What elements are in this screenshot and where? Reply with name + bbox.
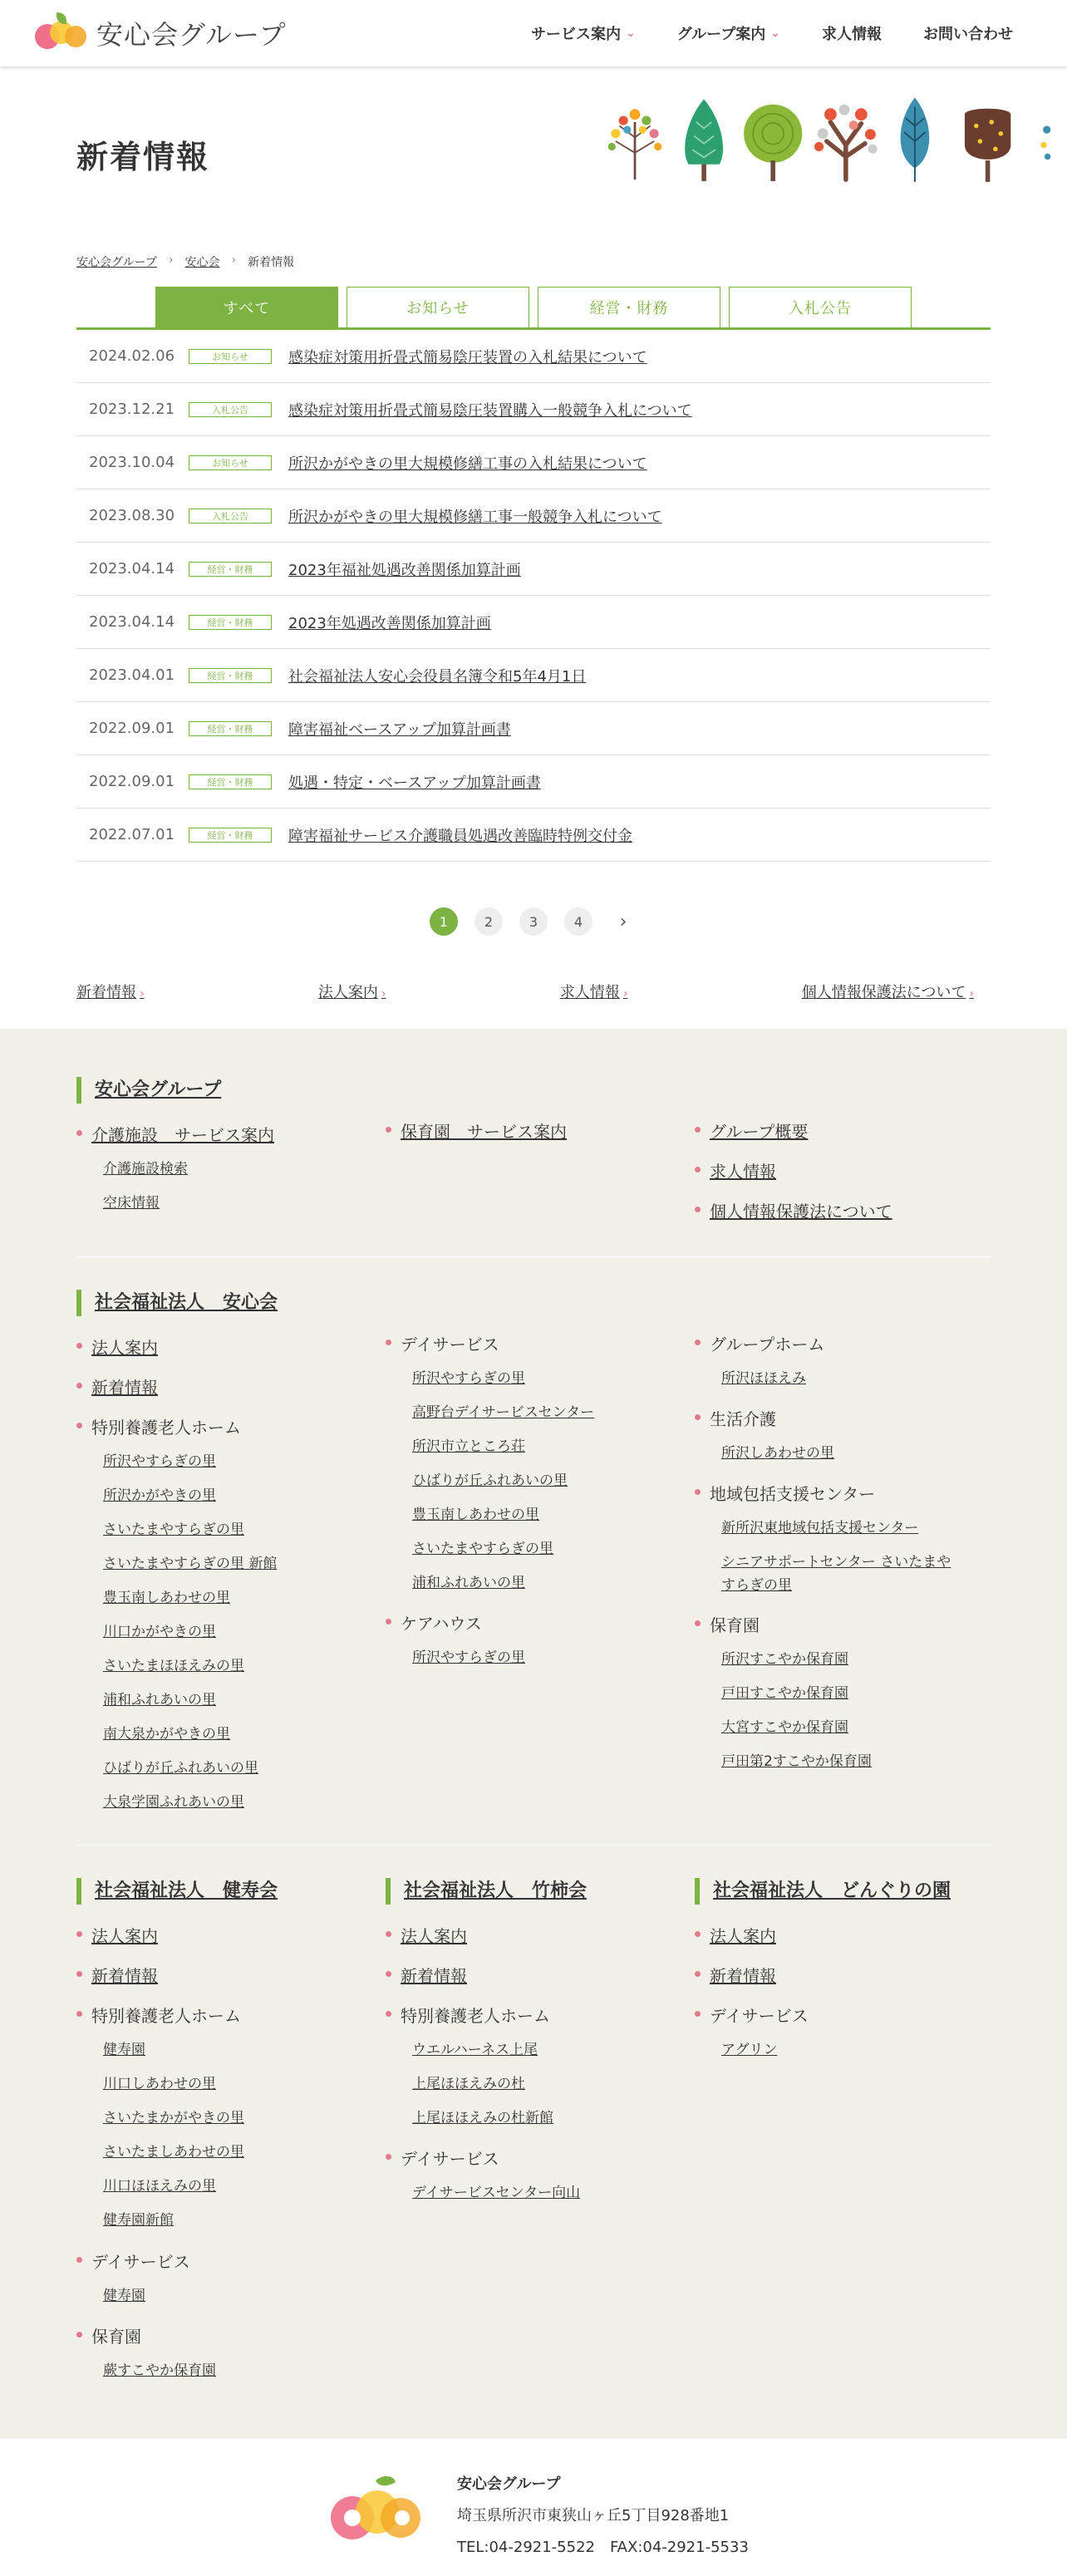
tab-finance[interactable]: 経営・財務 (538, 287, 720, 327)
list-item (76, 436, 991, 489)
next-page-icon[interactable]: › (619, 911, 627, 932)
sitemap-link[interactable]: 法人案内 (76, 1335, 158, 1359)
sitemap-link[interactable]: 新着情報 (386, 1963, 467, 1987)
sitemap-sublink[interactable]: 浦和ふれあいの里 (103, 1692, 216, 1708)
sitemap-sublink[interactable]: 高野台デイサービスセンター (412, 1404, 595, 1421)
page-title: 新着情報 (76, 139, 210, 175)
news-date: 2023.04.14 (89, 560, 175, 578)
news-date: 2023.08.30 (89, 507, 175, 524)
news-title-link[interactable]: 処遇・特定・ベースアップ加算計画書 (288, 774, 541, 792)
news-title-link[interactable]: 感染症対策用折畳式簡易陰圧装置の入札結果について (288, 348, 647, 366)
category-badge: 経営・財務 (189, 774, 272, 789)
sitemap-sublink[interactable]: さいたまやすらぎの里 (412, 1541, 553, 1557)
news-date: 2023.12.21 (89, 401, 175, 418)
sitemap-sublink[interactable]: 大宮すこやか保育園 (721, 1719, 848, 1736)
sitemap-category: デイサービス (386, 1331, 499, 1355)
list-item (76, 649, 991, 702)
sitemap-sublink[interactable]: 所沢市立ところ荘 (412, 1438, 525, 1455)
sitemap-heading-anshinkai[interactable]: 社会福祉法人 安心会 (76, 1290, 278, 1316)
sitemap-sublink[interactable]: 戸田第2すこやか保育園 (721, 1753, 872, 1770)
sitemap-category: デイサービス (695, 2003, 809, 2027)
news-title-link[interactable]: 所沢かがやきの里大規模修繕工事の入札結果について (288, 455, 647, 473)
footer-link-privacy[interactable] (802, 981, 974, 1002)
page-1-button[interactable]: 1 (430, 907, 458, 936)
nav-label: グループ案内 (676, 26, 766, 43)
sitemap-sublink[interactable]: さいたまかがやきの里 (103, 2110, 244, 2126)
sitemap-sublink[interactable]: 川口ほほえみの里 (103, 2178, 216, 2195)
sitemap-sublink[interactable]: さいたまやすらぎの里 新館 (103, 1556, 278, 1572)
sitemap-sublink[interactable]: さいたまほほえみの里 (103, 1658, 244, 1674)
sitemap-category: 特別養護老人ホーム (76, 1414, 241, 1438)
sitemap-sublink[interactable]: 豊玉南しあわせの里 (412, 1507, 539, 1523)
chevron-down-icon: ⌄ (625, 27, 636, 40)
footer-info (457, 2472, 749, 2557)
nav-label: お問い合わせ (923, 26, 1013, 43)
news-title-link[interactable]: 社会福祉法人安心会役員名簿令和5年4月1日 (288, 667, 587, 686)
news-title-link[interactable]: 2023年処遇改善関係加算計画 (288, 614, 491, 632)
sitemap-category: 保育園 (76, 2323, 141, 2347)
site-footer (0, 2439, 1067, 2576)
sitemap-heading-group[interactable]: 安心会グループ (76, 1077, 221, 1104)
sitemap-category: グループホーム (695, 1331, 824, 1355)
nav-group[interactable] (656, 22, 801, 44)
category-badge: 経営・財務 (189, 721, 272, 736)
sitemap-sublink[interactable]: シニアサポートセンター さいたまや (721, 1554, 951, 1571)
breadcrumb-current: 新着情報 (248, 256, 295, 269)
chevron-right-icon: › (140, 987, 145, 1000)
news-title-link[interactable]: 障害福祉サービス介護職員処遇改善臨時特例交付金 (288, 827, 632, 845)
tree-4-icon (814, 105, 878, 179)
chevron-right-icon: › (622, 987, 628, 1000)
sitemap-category: 保育園 (695, 1612, 760, 1636)
tree-2-icon (685, 99, 723, 181)
news-date: 2022.09.01 (89, 773, 175, 790)
list-item (76, 330, 991, 383)
sitemap-sublink[interactable]: 所沢かがやきの里 (103, 1487, 216, 1504)
news-title-link[interactable]: 2023年福祉処遇改善関係加算計画 (288, 561, 521, 579)
sitemap-sublink[interactable]: 南大泉かがやきの里 (103, 1726, 230, 1743)
sitemap-category: 地域包括支援センター (695, 1481, 875, 1505)
tab-all[interactable]: すべて (155, 287, 338, 327)
tree-7-icon (1040, 126, 1050, 160)
footer-address: 埼玉県所沢市東狭山ヶ丘5丁目928番地1 (457, 2507, 730, 2524)
sitemap-link[interactable]: 法人案内 (76, 1923, 158, 1947)
sitemap-sublink[interactable]: 空床情報 (103, 1195, 160, 1212)
category-tabs (76, 287, 991, 330)
footer-contact: TEL:04-2921-5522 FAX:04-2921-5533 (457, 2539, 749, 2556)
sitemap-link[interactable]: 新着情報 (76, 1963, 158, 1987)
news-date: 2024.02.06 (89, 347, 175, 365)
sitemap-sublink[interactable]: 浦和ふれあいの里 (412, 1575, 525, 1591)
footer-link-news[interactable] (76, 981, 145, 1002)
category-badge: お知らせ (189, 455, 272, 470)
footer-links (76, 981, 991, 1002)
sitemap-sublink[interactable]: 川口しあわせの里 (103, 2076, 216, 2092)
news-date: 2023.10.04 (89, 454, 175, 471)
page-4-button[interactable]: 4 (564, 907, 593, 936)
nav-services[interactable] (510, 22, 656, 44)
pagination (0, 907, 1067, 936)
site-logo[interactable] (33, 12, 286, 54)
news-date: 2022.09.01 (89, 720, 175, 737)
sitemap-sublink[interactable]: 健寿園 (103, 2288, 145, 2304)
page-3-button[interactable]: 3 (519, 907, 548, 936)
sitemap-sublink[interactable]: 健寿園新館 (103, 2212, 174, 2229)
site-header (0, 0, 1067, 66)
breadcrumb (76, 253, 294, 270)
footer-company-name: 安心会グループ (457, 2475, 561, 2493)
sitemap-category: 特別養護老人ホーム (76, 2003, 241, 2027)
sitemap-sublink[interactable]: 蕨すこやか保育園 (103, 2362, 216, 2379)
sitemap-sublink[interactable]: 介護施設検索 (103, 1161, 188, 1177)
list-item (76, 489, 991, 543)
sitemap-link[interactable]: 介護施設 サービス案内 (76, 1122, 274, 1146)
sitemap-sublink[interactable]: さいたまやすらぎの里 (103, 1522, 244, 1538)
sitemap-link[interactable]: 法人案内 (386, 1923, 467, 1947)
sitemap-sublink[interactable]: ひばりが丘ふれあいの里 (412, 1472, 568, 1489)
category-badge: 経営・財務 (189, 668, 272, 683)
news-date: 2023.04.01 (89, 666, 175, 684)
sitemap-category: 生活介護 (695, 1406, 776, 1430)
sitemap-link[interactable]: グループ概要 (695, 1118, 808, 1143)
sitemap-sublink[interactable]: 上尾ほほえみの杜 (412, 2076, 525, 2092)
sitemap-sublink[interactable]: 大泉学園ふれあいの里 (103, 1794, 244, 1811)
tree-6-icon (965, 109, 1010, 182)
sitemap-category: 特別養護老人ホーム (386, 2003, 550, 2027)
sitemap-sublink[interactable]: 上尾ほほえみの杜新館 (412, 2110, 553, 2126)
sitemap-link[interactable]: 保育園 サービス案内 (386, 1118, 567, 1143)
list-item (76, 755, 991, 809)
sitemap-sublink[interactable]: さいたましあわせの里 (103, 2144, 244, 2161)
tree-3-icon (744, 105, 802, 181)
sitemap-category: デイサービス (386, 2146, 499, 2170)
sitemap-link[interactable]: 法人案内 (695, 1923, 776, 1947)
category-badge: 入札公告 (189, 402, 272, 417)
sitemap-sublink[interactable]: 健寿園 (103, 2042, 145, 2058)
link-label: 求人情報 (559, 984, 620, 1001)
sitemap-heading-kenjukai[interactable]: 社会福祉法人 健寿会 (76, 1878, 278, 1905)
news-title-link[interactable]: 所沢かがやきの里大規模修繕工事一般競争入札について (288, 508, 662, 526)
chevron-down-icon: ⌄ (770, 27, 780, 40)
sitemap-sublink[interactable]: ウエルハーネス上尾 (412, 2042, 538, 2058)
breadcrumb-separator-icon: › (168, 253, 174, 267)
list-item (76, 596, 991, 649)
sitemap-category: デイサービス (76, 2249, 190, 2273)
tree-1-icon (608, 109, 662, 179)
tab-bidding[interactable]: 入札公告 (729, 287, 912, 327)
tree-5-icon (901, 97, 930, 182)
sitemap-sublink[interactable]: 戸田すこやか保育園 (721, 1685, 848, 1702)
category-badge: お知らせ (189, 349, 272, 364)
trees-illustration (582, 91, 1067, 191)
sitemap-sublink[interactable]: 所沢しあわせの里 (721, 1445, 834, 1462)
list-item (76, 702, 991, 755)
sitemap-sublink[interactable]: 川口かがやきの里 (103, 1624, 216, 1640)
chevron-right-icon: › (381, 987, 386, 1000)
footer-logo-icon (326, 2472, 425, 2547)
sitemap-divider (76, 1256, 991, 1257)
nav-label: サービス案内 (530, 26, 621, 43)
news-date: 2023.04.14 (89, 613, 175, 631)
list-item (76, 383, 991, 436)
category-badge: 入札公告 (189, 509, 272, 524)
footer-link-recruit[interactable] (560, 981, 628, 1002)
sitemap-heading-donguri[interactable]: 社会福祉法人 どんぐりの園 (695, 1878, 951, 1905)
sitemap-sublink[interactable]: 所沢やすらぎの里 (412, 1649, 525, 1666)
sitemap-link[interactable]: 求人情報 (695, 1158, 776, 1182)
logo-text: 安心会グループ (96, 19, 287, 51)
list-item (76, 543, 991, 596)
sitemap (0, 1029, 1067, 2439)
sitemap-sublink[interactable]: 所沢やすらぎの里 (412, 1370, 525, 1387)
nav-contact[interactable] (902, 22, 1034, 44)
link-label: 個人情報保護法について (801, 984, 966, 1001)
sitemap-category: ケアハウス (386, 1610, 482, 1635)
category-badge: 経営・財務 (189, 562, 272, 577)
link-label: 新着情報 (76, 984, 136, 1001)
news-list (76, 330, 991, 862)
logo-mark-icon (33, 12, 88, 54)
sitemap-sublink[interactable]: アグリン (721, 2042, 778, 2058)
breadcrumb-group[interactable]: 安心会グループ (76, 256, 157, 269)
category-badge: 経営・財務 (189, 828, 272, 843)
breadcrumb-anshinkai[interactable]: 安心会 (184, 256, 220, 269)
page-2-button[interactable]: 2 (474, 907, 503, 936)
global-nav (510, 22, 1034, 44)
sitemap-sublink[interactable]: 所沢ほほえみ (721, 1370, 806, 1387)
sitemap-sublink[interactable]: 豊玉南しあわせの里 (103, 1590, 230, 1606)
sitemap-sublink[interactable]: デイサービスセンター向山 (412, 2185, 581, 2201)
nav-recruit[interactable] (801, 22, 902, 44)
category-badge: 経営・財務 (189, 615, 272, 630)
sitemap-divider (76, 1845, 991, 1846)
tab-notice[interactable]: お知らせ (347, 287, 529, 327)
sitemap-sublink[interactable]: すらぎの里 (721, 1577, 792, 1594)
sitemap-sublink[interactable]: 所沢すこやか保育園 (721, 1651, 848, 1668)
sitemap-link[interactable]: 新着情報 (76, 1374, 158, 1399)
sitemap-link[interactable]: 個人情報保護法について (695, 1198, 892, 1222)
breadcrumb-separator-icon: › (231, 253, 237, 267)
sitemap-sublink[interactable]: ひばりが丘ふれあいの里 (103, 1760, 258, 1777)
news-title-link[interactable]: 感染症対策用折畳式簡易陰圧装置購入一般競争入札について (288, 401, 692, 420)
sitemap-link[interactable]: 新着情報 (695, 1963, 776, 1987)
chevron-right-icon: › (969, 987, 974, 1000)
sitemap-heading-chikushikai[interactable]: 社会福祉法人 竹柿会 (386, 1878, 587, 1905)
footer-link-corporate[interactable] (318, 981, 386, 1002)
sitemap-sublink[interactable]: 所沢やすらぎの里 (103, 1453, 216, 1470)
news-date: 2022.07.01 (89, 826, 175, 843)
link-label: 法人案内 (317, 984, 378, 1001)
nav-label: 求人情報 (822, 26, 882, 43)
list-item (76, 809, 991, 862)
news-title-link[interactable]: 障害福祉ベースアップ加算計画書 (288, 720, 511, 739)
sitemap-sublink[interactable]: 新所沢東地域包括支援センター (721, 1520, 919, 1536)
